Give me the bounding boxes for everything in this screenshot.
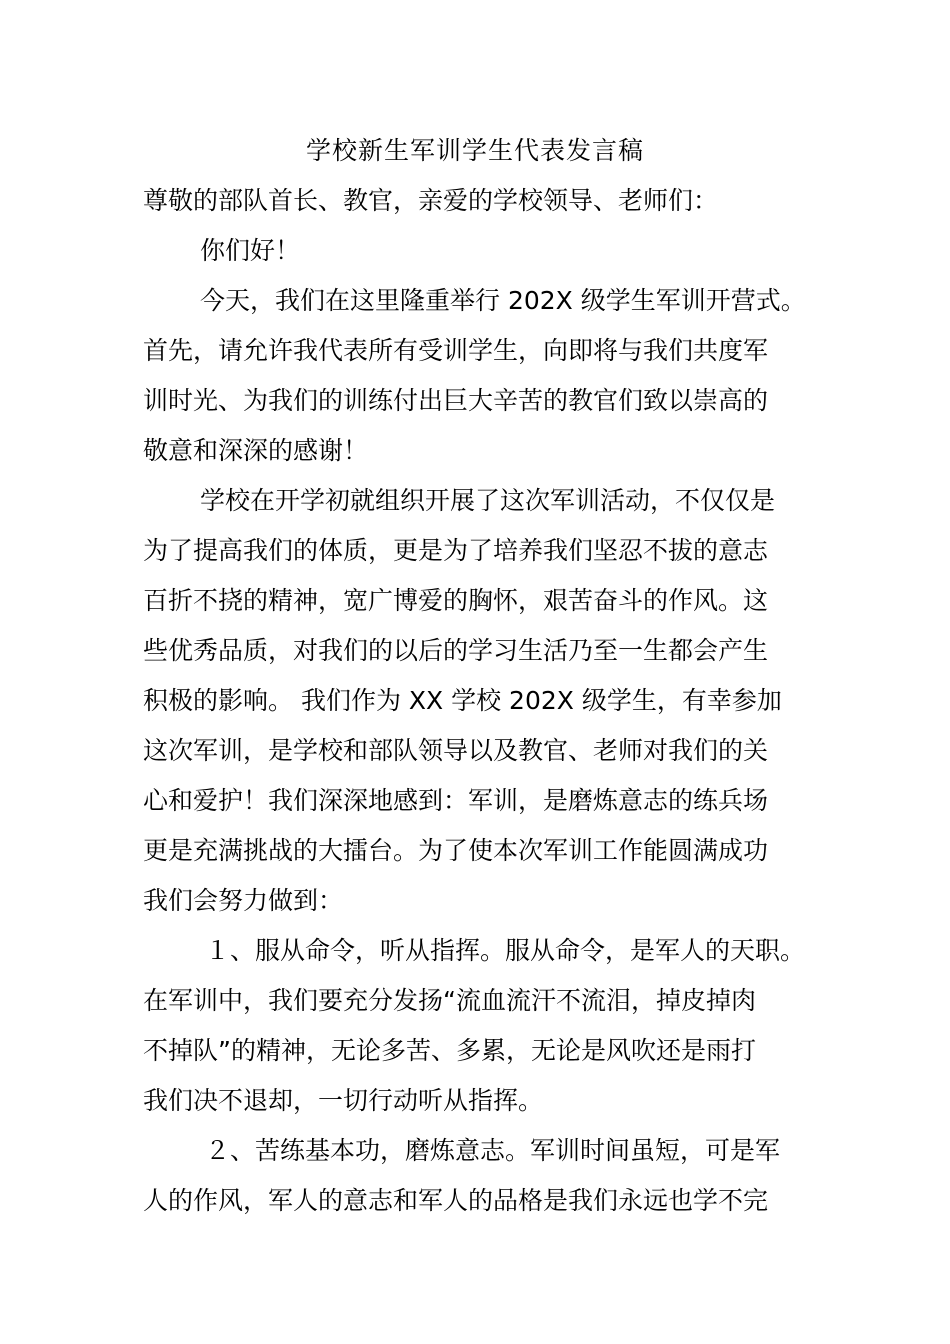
paragraph-line: 学校在开学初就组织开展了这次军训活动，不仅仅是 bbox=[200, 486, 776, 515]
paragraph-line: 不掉队”的精神，无论多苦、多累，无论是风吹还是雨打 bbox=[143, 1036, 756, 1065]
paragraph-line: 在军训中，我们要充分发扬“流血流汗不流泪，掉皮掉肉 bbox=[143, 986, 756, 1015]
paragraph-line: 人的作风，军人的意志和军人的品格是我们永远也学不完 bbox=[143, 1186, 769, 1215]
numbered-item-line: ２、苦练基本功，磨炼意志。军训时间虽短，可是军 bbox=[205, 1136, 781, 1165]
paragraph-line: 我们决不退却，一切行动听从指挥。 bbox=[143, 1086, 544, 1115]
paragraph-line: 积极的影响。 我们作为 XX 学校 202X 级学生，有幸参加 bbox=[143, 686, 782, 715]
paragraph-line: 百折不挠的精神，宽广博爱的胸怀，艰苦奋斗的作风。这 bbox=[143, 586, 769, 615]
paragraph-line: 训时光、为我们的训练付出巨大辛苦的教官们致以崇高的 bbox=[143, 386, 769, 415]
paragraph-line: 这次军训，是学校和部队领导以及教官、老师对我们的关 bbox=[143, 736, 769, 765]
paragraph-line: 今天，我们在这里隆重举行 202X 级学生军训开营式。 bbox=[200, 286, 806, 315]
paragraph-line: 为了提高我们的体质，更是为了培养我们坚忍不拔的意志 bbox=[143, 536, 769, 565]
paragraph-line: 我们会努力做到： bbox=[143, 886, 344, 915]
greeting-line: 你们好！ bbox=[200, 236, 301, 265]
paragraph-line: 首先，请允许我代表所有受训学生，向即将与我们共度军 bbox=[143, 336, 769, 365]
paragraph-line: 些优秀品质，对我们的以后的学习生活乃至一生都会产生 bbox=[143, 636, 769, 665]
salutation-line: 尊敬的部队首长、教官，亲爱的学校领导、老师们： bbox=[143, 186, 719, 215]
numbered-item-line: １、服从命令，听从指挥。服从命令，是军人的天职。 bbox=[205, 936, 806, 965]
document-title: 学校新生军训学生代表发言稿 bbox=[305, 136, 644, 165]
paragraph-line: 更是充满挑战的大擂台。为了使本次军训工作能圆满成功 bbox=[143, 836, 769, 865]
paragraph-line: 敬意和深深的感谢！ bbox=[143, 436, 369, 465]
paragraph-line: 心和爱护！我们深深地感到：军训，是磨炼意志的练兵场 bbox=[143, 786, 769, 815]
